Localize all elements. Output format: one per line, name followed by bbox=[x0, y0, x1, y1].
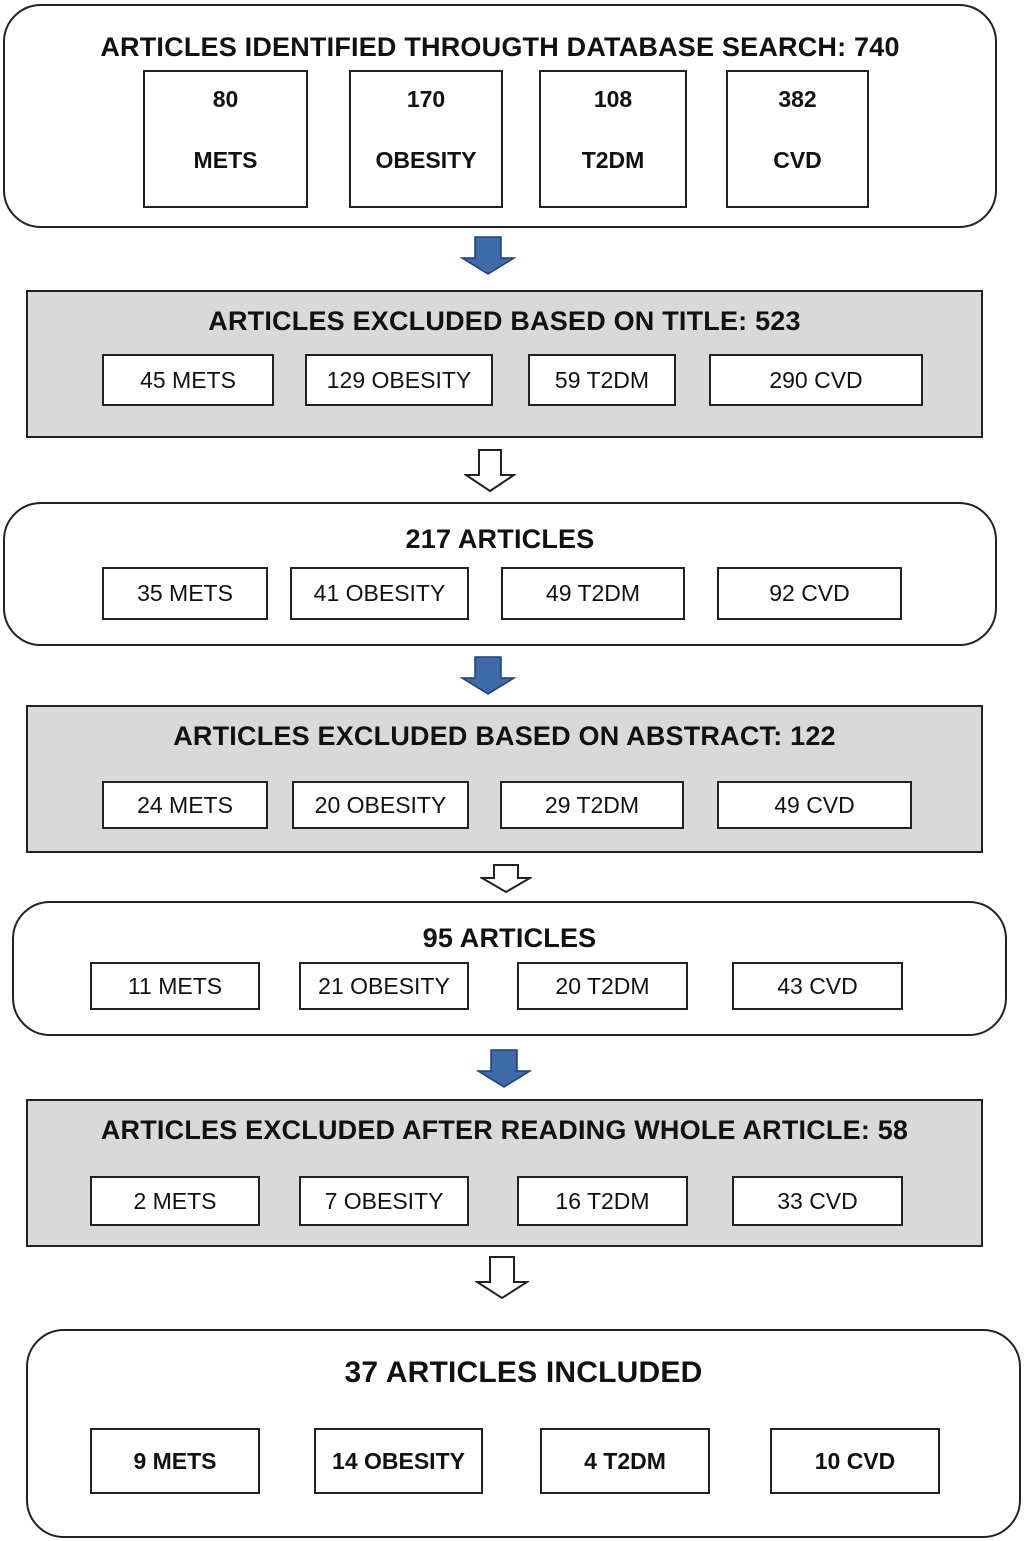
count-value: 108 bbox=[593, 86, 633, 112]
count-box-cvd: 92 CVD bbox=[717, 567, 902, 620]
count-box-cvd: 290 CVD bbox=[709, 354, 923, 406]
count-box-mets: 11 METS bbox=[90, 962, 260, 1010]
stage-after-title bbox=[3, 502, 997, 646]
stage-title: ARTICLES EXCLUDED AFTER READING WHOLE ARTICLE: 58 bbox=[100, 1115, 909, 1145]
count-value: 382 bbox=[778, 86, 817, 112]
stage-title: 217 ARTICLES bbox=[405, 524, 595, 554]
count-box-t2dm: 29 T2DM bbox=[500, 781, 684, 829]
count-box-mets: 24 METS bbox=[102, 781, 268, 829]
stage-excluded-title bbox=[26, 290, 983, 438]
stage-after-abstract bbox=[12, 901, 1007, 1036]
count-label: CVD bbox=[773, 147, 822, 173]
stage-title: 37 ARTICLES INCLUDED bbox=[344, 1356, 703, 1389]
count-box-obesity: 21 OBESITY bbox=[299, 962, 469, 1010]
count-box-cvd: 10 CVD bbox=[770, 1428, 940, 1494]
stage-excluded-abstract bbox=[26, 705, 983, 853]
count-box-cvd: 43 CVD bbox=[732, 962, 903, 1010]
stage-included bbox=[26, 1329, 1021, 1538]
stage-identified bbox=[3, 4, 997, 228]
count-value: 80 bbox=[212, 86, 239, 112]
count-box-mets: 2 METS bbox=[90, 1176, 260, 1226]
count-box-t2dm: 16 T2DM bbox=[517, 1176, 688, 1226]
count-box-obesity: 14 OBESITY bbox=[314, 1428, 483, 1494]
count-box-t2dm: 4 T2DM bbox=[540, 1428, 710, 1494]
count-value: 170 bbox=[406, 86, 446, 112]
count-box-mets: 45 METS bbox=[102, 354, 274, 406]
count-box-t2dm: 20 T2DM bbox=[517, 962, 688, 1010]
solid-down-arrow-icon bbox=[476, 1049, 532, 1089]
count-box-t2dm: 59 T2DM bbox=[528, 354, 676, 406]
count-box-mets bbox=[143, 70, 308, 208]
outline-down-arrow-icon bbox=[464, 449, 516, 493]
count-box-cvd: 49 CVD bbox=[717, 781, 912, 829]
stage-excluded-full-text bbox=[26, 1099, 983, 1247]
count-box-t2dm: 49 T2DM bbox=[501, 567, 685, 620]
solid-down-arrow-icon bbox=[460, 656, 516, 696]
stage-title: ARTICLES EXCLUDED BASED ON ABSTRACT: 122 bbox=[173, 721, 836, 751]
count-label: METS bbox=[193, 147, 258, 173]
count-box-cvd: 33 CVD bbox=[732, 1176, 903, 1226]
count-label: T2DM bbox=[581, 147, 645, 173]
count-box-obesity bbox=[349, 70, 503, 208]
count-box-mets: 9 METS bbox=[90, 1428, 260, 1494]
count-box-cvd bbox=[726, 70, 869, 208]
solid-down-arrow-icon bbox=[460, 236, 516, 276]
outline-down-arrow-icon bbox=[475, 1256, 529, 1300]
count-box-obesity: 41 OBESITY bbox=[290, 567, 469, 620]
count-box-obesity: 20 OBESITY bbox=[292, 781, 469, 829]
count-box-mets: 35 METS bbox=[102, 567, 268, 620]
count-box-obesity: 7 OBESITY bbox=[299, 1176, 469, 1226]
count-label: OBESITY bbox=[375, 147, 477, 173]
stage-title: ARTICLES IDENTIFIED THROUGTH DATABASE SEARCH: 740 bbox=[100, 32, 900, 62]
stage-title: 95 ARTICLES bbox=[422, 923, 597, 953]
stage-title: ARTICLES EXCLUDED BASED ON TITLE: 523 bbox=[208, 306, 801, 336]
count-box-t2dm bbox=[539, 70, 687, 208]
count-box-obesity: 129 OBESITY bbox=[305, 354, 493, 406]
outline-down-arrow-icon bbox=[480, 864, 532, 894]
